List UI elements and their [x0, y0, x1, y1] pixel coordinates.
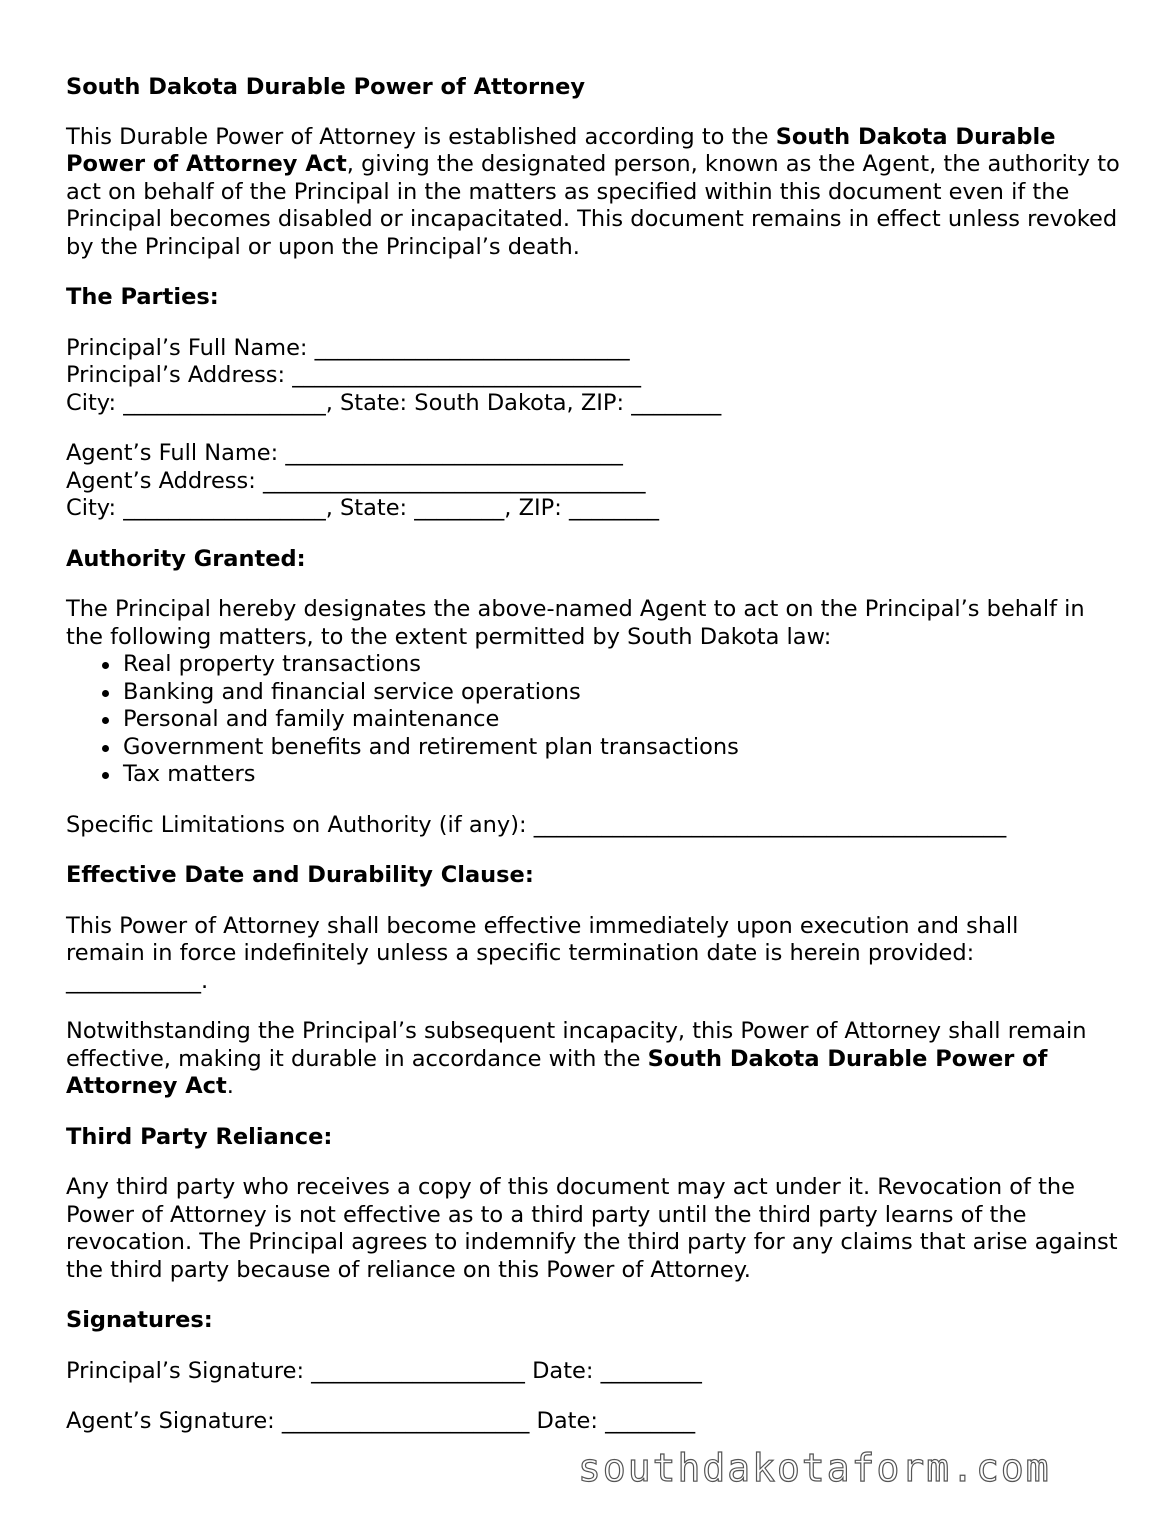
reliance-paragraph: Any third party who receives a copy of this document may act under it. Revocation of the Power of Attorney is not effective as to a third party until the third party learns of the revocation. The Principal agrees to indemnify the third party for any claims that arise against the third party because of reliance on this Power of Attorney. — [66, 1174, 1118, 1283]
agent-city-field: City: __________________, State: ________, ZIP: ________ — [66, 495, 659, 521]
agent-address-field: Agent’s Address: __________________________________ — [66, 467, 646, 494]
principal-city-field: City: __________________, State: South Dakota, ZIP: ________ — [66, 389, 722, 416]
watermark: southdakotaform.com — [578, 1446, 1051, 1490]
intro-text-post: , giving the designated person, known as the Agent, the authority to act on behalf of the Principal in the matters as specified within this document even if the Principal becomes disabled or incapacitated. This document remains in effect unless revoked by the Principal or upon the Principal’s death. — [66, 151, 1120, 260]
list-item: Government benefits and retirement plan transactions — [123, 734, 1126, 762]
authority-heading: Authority Granted: — [66, 545, 306, 572]
limitations-field: Specific Limitations on Authority (if any): __________________________________________ — [66, 811, 1007, 838]
durability-paragraph — [66, 1018, 1126, 1101]
list-item: Real property transactions — [123, 651, 1126, 679]
principal-address-field: Principal’s Address: _______________________________ — [66, 362, 641, 388]
list-item: Personal and family maintenance — [123, 706, 1126, 734]
principal-name-field: Principal’s Full Name: ____________________________ — [66, 334, 630, 361]
parties-heading: The Parties: — [66, 284, 219, 310]
powers-list — [66, 651, 1126, 789]
list-item: Banking and financial service operations — [123, 679, 1126, 707]
agent-block — [66, 440, 1126, 523]
authority-paragraph: The Principal hereby designates the above-named Agent to act on the Principal’s behalf in the following matters, to the extent permitted by South Dakota law: — [66, 596, 1085, 650]
reliance-heading: Third Party Reliance: — [66, 1123, 333, 1150]
effective-paragraph: This Power of Attorney shall become effective immediately upon execution and shall remain in force indefinitely unless a specific termination date is herein provided: ____________. — [66, 912, 1019, 994]
document-title: South Dakota Durable Power of Attorney — [66, 74, 586, 100]
document-page — [66, 74, 1126, 1436]
list-item: Tax matters — [123, 761, 1126, 789]
durability-act-name: South Dakota Durable Power of Attorney Act — [66, 1045, 1048, 1099]
durability-text-post: . — [226, 1073, 234, 1099]
effective-heading: Effective Date and Durability Clause: — [66, 862, 534, 888]
signatures-heading: Signatures: — [66, 1307, 213, 1333]
principal-signature-field: Principal’s Signature: ___________________ Date: _________ — [66, 1357, 702, 1384]
agent-signature-field: Agent’s Signature: ______________________ Date: ________ — [66, 1408, 696, 1434]
principal-block — [66, 335, 1126, 418]
intro-paragraph — [66, 124, 1126, 262]
intro-act-name: South Dakota Durable Power of Attorney Act — [66, 123, 1056, 177]
agent-name-field: Agent’s Full Name: ______________________________ — [66, 440, 623, 466]
intro-text-pre: This Durable Power of Attorney is established according to the — [66, 123, 776, 150]
durability-text-pre: Notwithstanding the Principal’s subsequent incapacity, this Power of Attorney shall remain effective, making it durable in accordance with the — [66, 1018, 1087, 1072]
